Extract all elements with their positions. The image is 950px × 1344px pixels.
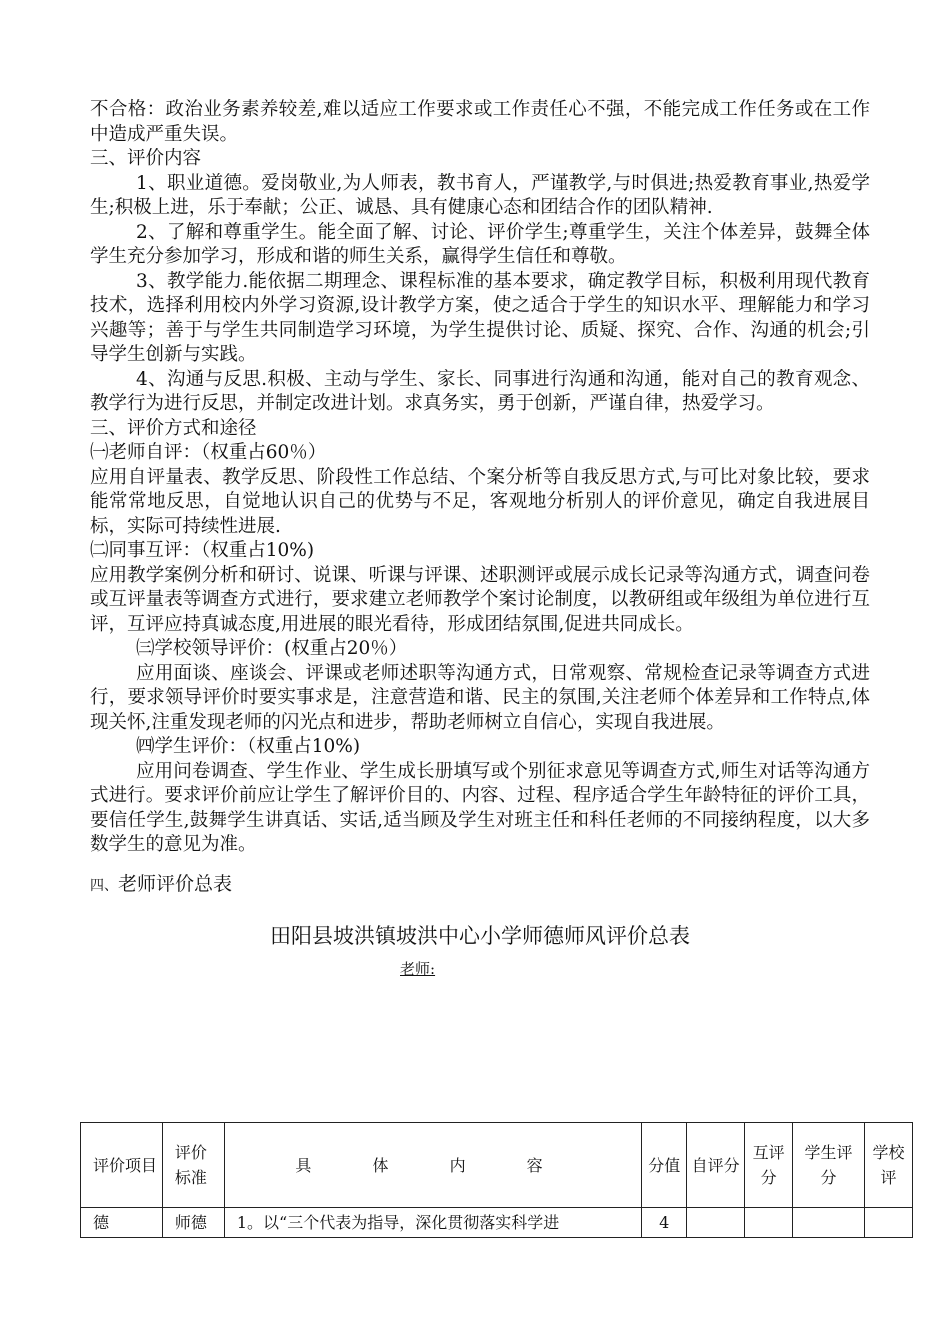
table-cell: 德 <box>81 1208 163 1238</box>
evaluation-table <box>80 1122 913 1238</box>
paragraph: 2、了解和尊重学生。能全面了解、讨论、评价学生;尊重学生，关注个体差异，鼓舞全体学生充分参加学习，形成和谐的师生关系，赢得学生信任和尊敬。 <box>90 221 870 267</box>
section-4-heading <box>90 872 870 898</box>
header-cell: 自评分 <box>687 1123 745 1208</box>
paragraph: 应用自评量表、教学反思、阶段性工作总结、个案分析等自我反思方式,与可比对象比较，要求能常常地反思，自觉地认识自己的优势与不足，客观地分析别人的评价意见，确定自我进展目标，实际可持续性进展. <box>90 466 870 537</box>
paragraph: 不合格：政治业务素养较差,难以适应工作要求或工作责任心不强，不能完成工作任务或在工作中造成严重失误。 <box>90 99 870 145</box>
section-heading: 三、评价方式和途径 <box>90 417 257 439</box>
subsection-heading: ㈠老师自评：（权重占60％） <box>90 442 327 463</box>
header-cell: 具 体 内 容 <box>224 1123 641 1208</box>
teacher-label: 老师: <box>400 959 436 978</box>
section-4-number: 四、 <box>90 877 118 894</box>
subsection-heading: ㈡同事互评：（权重占10%) <box>90 540 315 561</box>
table-cell: 1。以“三个代表为指导，深化贯彻落实科学进 <box>224 1208 641 1238</box>
header-cell: 互评分 <box>745 1123 793 1208</box>
table-cell: 师德 <box>162 1208 224 1238</box>
paragraph: 3、教学能力.能依据二期理念、课程标准的基本要求，确定教学目标，积极利用现代教育技术，选择利用校内外学习资源,设计教学方案，使之适合于学生的知识水平、理解能力和学习兴趣等；善于与学生共同制造学习环境，为学生提供讨论、质疑、探究、合作、沟通的机会;引导学生创新与实践。 <box>90 270 870 365</box>
section-4-title: 老师评价总表 <box>118 872 233 895</box>
document-body <box>90 98 870 978</box>
table-cell <box>864 1208 912 1238</box>
paragraph-list <box>90 98 870 858</box>
table-row <box>81 1208 913 1238</box>
header-cell: 分值 <box>642 1123 687 1208</box>
table-cell: 4 <box>642 1208 687 1238</box>
section-heading: 三、评价内容 <box>90 148 202 169</box>
paragraph: 应用教学案例分析和研讨、说课、听课与评课、述职测评或展示成长记录等沟通方式，调查问卷或互评量表等调查方式进行，要求建立老师教学个案讨论制度，以教研组或年级组为单位进行互评，互评应持真诚态度,用进展的眼光看待，形成团结氛围,促进共同成长。 <box>90 564 870 635</box>
table-cell <box>745 1208 793 1238</box>
subsection-heading: ㈢学校领导评价：(权重占20％） <box>136 638 408 659</box>
table-cell <box>793 1208 865 1238</box>
header-cell: 学生评分 <box>793 1123 865 1208</box>
header-cell: 评价项目 <box>81 1123 163 1208</box>
subsection-heading: ㈣学生评价：（权重占10%) <box>136 736 361 757</box>
paragraph: 4、沟通与反思.积极、主动与学生、家长、同事进行沟通和沟通，能对自己的教育观念、教学行为进行反思，并制定改进计划。求真务实，勇于创新，严谨自律，热爱学习。 <box>90 368 870 414</box>
paragraph: 1、职业道德。爱岗敬业,为人师表，教书育人，严谨教学,与时俱进;热爱教育事业,热爱学生;积极上进，乐于奉献；公正、诚恳、具有健康心态和团结合作的团队精神. <box>90 172 870 218</box>
paragraph: 应用问卷调查、学生作业、学生成长册填写或个别征求意见等调查方式,师生对话等沟通方式进行。要求评价前应让学生了解评价目的、内容、过程、程序适合学生年龄特征的评价工具，要信任学生,鼓舞学生讲真话、实话,适当顾及学生对班主任和科任老师的不同接纳程度，以大多数学生的意见为准。 <box>90 760 870 855</box>
table-cell <box>687 1208 745 1238</box>
table-title: 田阳县坡洪镇坡洪中心小学师德师风评价总表 <box>270 923 690 948</box>
header-cell: 评价标准 <box>162 1123 224 1208</box>
header-cell: 学校评 <box>864 1123 912 1208</box>
table-header-row <box>81 1123 913 1208</box>
paragraph: 应用面谈、座谈会、评课或老师述职等沟通方式，日常观察、常规检查记录等调查方式进行，要求领导评价时要实事求是，注意营造和谐、民主的氛围,关注老师个体差异和工作特点,体现关怀,注重发现老师的闪光点和进步，帮助老师树立自信心，实现自我进展。 <box>90 662 870 733</box>
